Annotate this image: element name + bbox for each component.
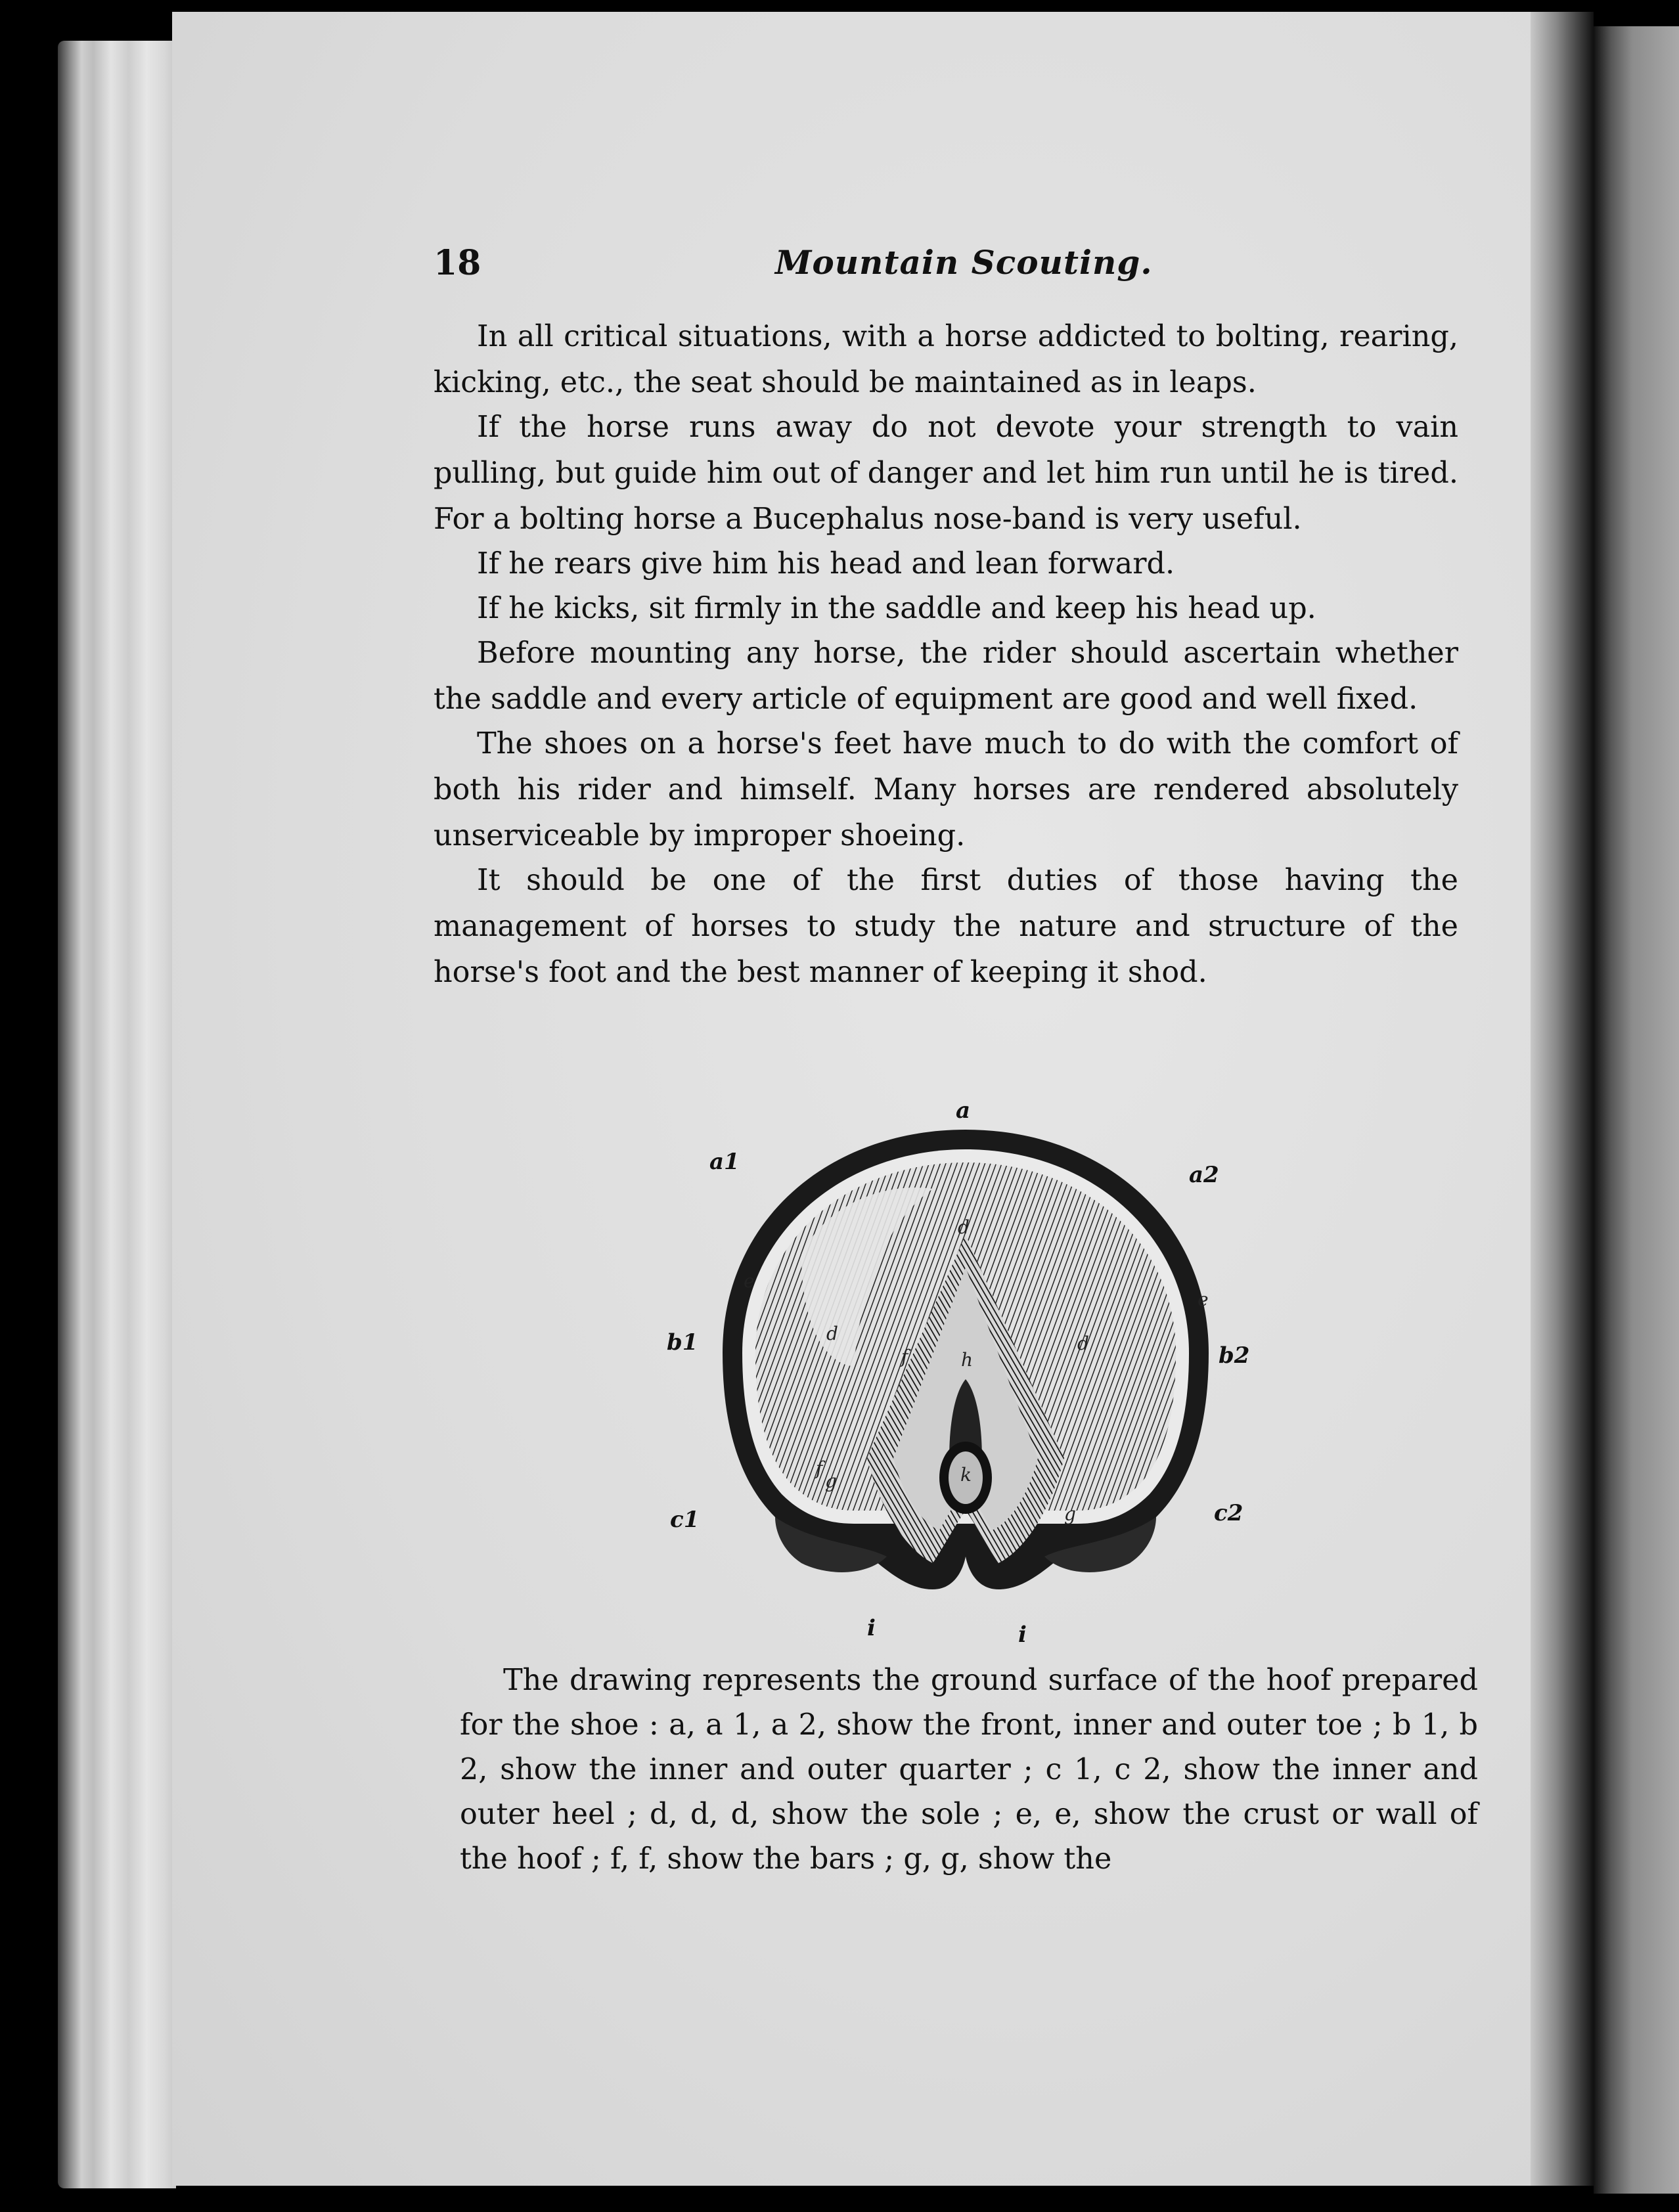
hoof-illustration xyxy=(667,1090,1261,1655)
label-e: e xyxy=(744,1270,755,1292)
facing-page-edge xyxy=(1594,26,1679,2194)
paragraph: Before mounting any horse, the rider should ascertain whether the saddle and every article of equipment are good and well fixed. xyxy=(434,636,1458,716)
label-b2: b2 xyxy=(1219,1342,1250,1369)
label-h: h xyxy=(961,1349,974,1371)
label-d: d xyxy=(826,1323,838,1344)
paragraph: If he kicks, sit firmly in the saddle and keep his head up. xyxy=(477,592,1316,625)
label-k: k xyxy=(960,1464,972,1486)
label-c2: c2 xyxy=(1214,1500,1243,1526)
label-i: i xyxy=(1018,1622,1027,1648)
label-c1: c1 xyxy=(670,1507,700,1533)
label-d: d xyxy=(1077,1333,1089,1354)
paragraph: If the horse runs away do not devote your strength to vain pulling, but guide him out of danger and let him run until he is tired. For a bolting horse a Bucephalus nose-band is very useful. xyxy=(434,410,1458,536)
label-b1: b1 xyxy=(667,1329,698,1356)
label-i: i xyxy=(867,1615,876,1641)
paragraph: It should be one of the first duties of those having the management of horses to study the nature and structure of the horse's foot and the best manner of keeping it shod. xyxy=(434,864,1458,989)
running-title: Mountain Scouting. xyxy=(775,243,1153,282)
label-e: e xyxy=(1198,1289,1209,1310)
paragraph: In all critical situations, with a horse addicted to bolting, rearing, kicking, etc., the seat should be maintained as in leaps. xyxy=(434,320,1458,399)
label-a1: a1 xyxy=(709,1149,740,1175)
label-g: g xyxy=(825,1471,837,1492)
page-edge-stack xyxy=(58,41,176,2188)
page-header xyxy=(434,243,1485,296)
label-f: f xyxy=(901,1346,908,1367)
paragraph: The shoes on a horse's feet have much to do with the comfort of both his rider and himself. Many horses are rendered absolutely unserviceable by improper shoeing. xyxy=(434,727,1458,852)
body-text xyxy=(434,314,1458,994)
figure-caption xyxy=(460,1658,1478,1880)
caption-text: The drawing represents the ground surface of the hoof prepared for the shoe : a, a 1, a 2, show the front, inner and outer toe ; b 1, b 2, show the inner and outer quarter ; c 1, c 2, show the inner and outer heel ; d, d, d, show the sole ; e, e, show the crust or wall of the hoof ; f, f, show the bars ; g, g, show the xyxy=(460,1664,1478,1876)
gutter-shadow xyxy=(1531,12,1594,2186)
paragraph: If he rears give him his head and lean forward. xyxy=(477,547,1175,581)
label-f: f xyxy=(816,1457,823,1479)
label-a2: a2 xyxy=(1189,1162,1219,1188)
label-g: g xyxy=(1064,1503,1076,1525)
label-d: d xyxy=(958,1216,970,1238)
label-a: a xyxy=(956,1097,971,1124)
page-number: 18 xyxy=(434,243,481,283)
